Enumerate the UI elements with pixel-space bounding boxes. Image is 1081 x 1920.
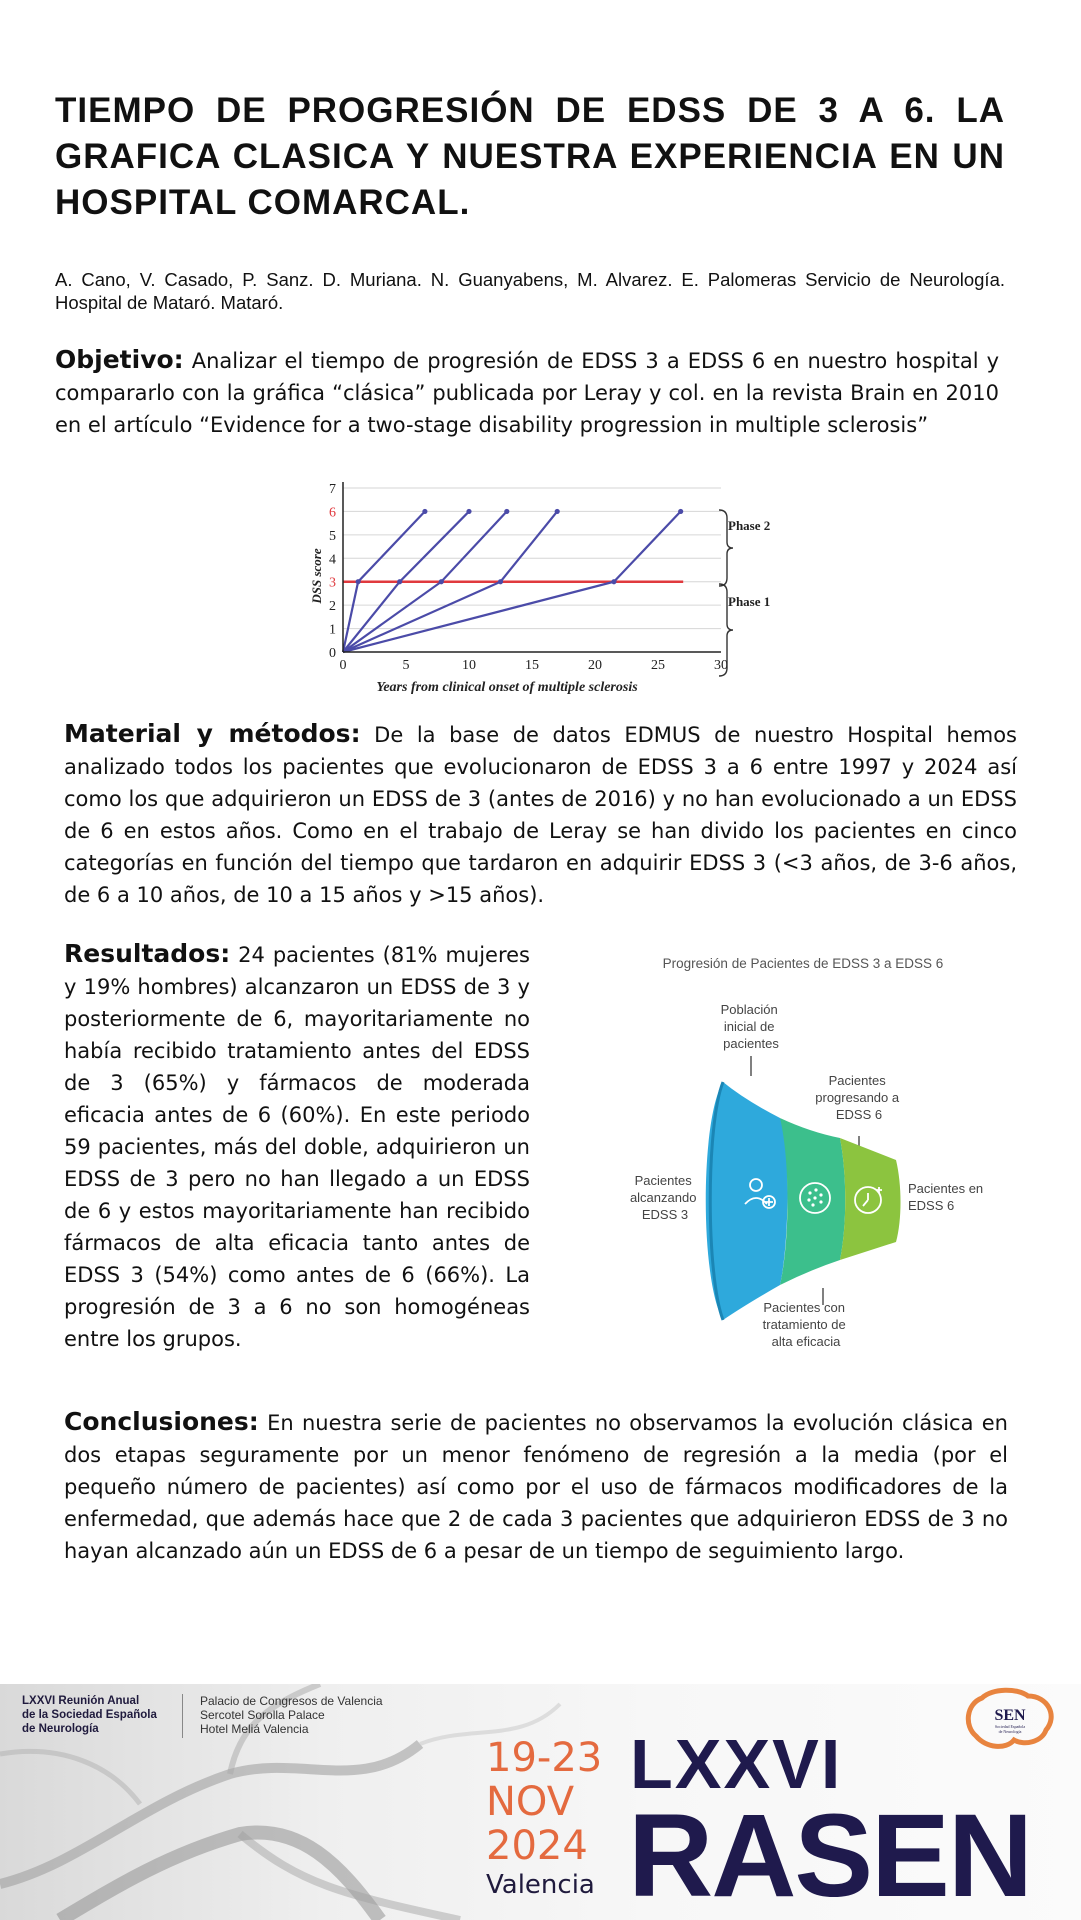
chart-point [555,509,560,514]
material-section: Material y métodos: De la base de datos EDMUS de nuestro Hospital hemos analizado todos los pacientes que evolucionaron de EDSS 3 a 6 entre 1997 y 2024 así como los que adquirieron un EDSS de 3 (antes de 2016) y no han evolucionado a un EDSS de 6 en estos años. Como en el trabajo de Leray se han divido los pacientes en cinco categorías en función del tiempo que tardaron en adquirir EDSS 3 (<3 años, de 3-6 años, de 6 a 10 años, de 10 a 15 años y >15 años). [64,719,1017,907]
chart-x-tick-label: 15 [525,658,539,673]
chart-y-tick-label: 0 [329,646,336,661]
congress-organizer: LXXVI Reunión Anual de la Sociedad Española de Neurología [22,1695,157,1735]
authors-line: A. Cano, V. Casado, P. Sanz. D. Muriana. N. Guanyabens, M. Alvarez. E. Palomeras Servicio de Neurología. Hospital de Mataró. Mataró. [55,269,1005,313]
congress-venues: Palacio de Congresos de Valencia Sercotel Sorolla Palace Hotel Meliá Valencia [200,1694,383,1736]
chart-point [397,579,402,584]
resultados-heading: Resultados [64,939,221,968]
phase2-label: Phase 2 [728,518,771,533]
congress-banner [0,1684,1081,1920]
chart-point [498,579,503,584]
congress-city: Valencia [486,1870,595,1900]
chart-point [504,509,509,514]
objetivo-heading: Objetivo [55,345,174,374]
objetivo-section: Objetivo: Analizar el tiempo de progresión de EDSS 3 a EDSS 6 en nuestro hospital y compararlo con la gráfica “clásica” publicada por Leray y col. en la revista Brain en 2010 en el artículo “Evidence for a two-stage disability progression in multiple sclerosis” [55,345,999,437]
conclusiones-section: Conclusiones: En nuestra serie de pacientes no observamos la evolución clásica en dos etapas seguramente por un menor fenómeno de regresión a la media (por el pequeño número de pacientes) así como por el uso de fármacos modificadores de la enfermedad, que además hace que 2 de cada 3 pacientes que adquirieron EDSS de 3 no hayan alcanzado aún un EDSS de 6 a pesar de un tiempo de seguimiento largo. [64,1407,1008,1563]
funnel-label-reaching: Pacientes alcanzando EDSS 3 [629,1173,697,1222]
chart-x-tick-label: 30 [714,658,728,673]
material-text: De la base de datos EDMUS de nuestro Hospital hemos analizado todos los pacientes que evolucionaron de EDSS 3 a 6 entre 1997 y 2024 así como los que adquirieron un EDSS de 3 (antes de 2016) y no han evolucionado a un EDSS de 6 en estos años. Como en el trabajo de Leray se han divido los pacientes en cinco categorías en función del tiempo que tardaron en adquirir EDSS 3 (<3 años, de 3-6 años, de 6 a 10 años, de 10 a 15 años y >15 años). [64,723,1017,907]
leray-chart [285,472,795,698]
chart-x-tick-label: 10 [462,658,476,673]
sen-logo [962,1686,1058,1756]
funnel-label-progressing: Pacientes progresando a EDSS 6 [815,1073,900,1122]
funnel-label-initial: Población inicial de pacientes [720,1002,779,1051]
svg-text:SEN: SEN [994,1707,1026,1724]
resultados-section: Resultados: 24 pacientes (81% mujeres y 19% hombres) alcanzaron un EDSS de 3 y posteriormente de 6, mayoritariamente no había recibido tratamiento antes del EDSS de 3 (65%) y fármacos de moderada eficacia antes de 6 (60%). En este periodo 59 pacientes, más del doble, adquirieron un EDSS de 3 pero no han llegado a un EDSS de 6 y estos mayoritariamente han recibido fármacos de alta eficacia tanto antes de EDSS 3 (54%) como antes de 6 (66%). La progresión de 3 a 6 no son homogéneas entre los grupos. [64,939,530,1351]
chart-point [466,509,471,514]
chart-y-tick-label: 7 [329,482,336,497]
chart-x-tick-label: 25 [651,658,665,673]
footer-divider [182,1694,183,1738]
funnel-title: Progresión de Pacientes de EDSS 3 a EDSS 6 [662,956,944,971]
svg-text:Sociedad Española: Sociedad Española [994,1724,1026,1729]
chart-x-tick-label: 20 [588,658,602,673]
poster-title: TIEMPO DE PROGRESIÓN DE EDSS DE 3 A 6. LA GRAFICA CLASICA Y NUESTRA EXPERIENCIA EN UN HOSPITAL COMARCAL. [55,91,1005,222]
chart-point [678,509,683,514]
funnel-label-in6: Pacientes en EDSS 6 [908,1181,984,1213]
funnel-segment-2 [780,1118,845,1285]
chart-x-tick-label: 5 [402,658,410,673]
conclusiones-heading: Conclusiones [64,1407,249,1436]
chart-y-tick-label: 1 [329,622,336,638]
resultados-text: 24 pacientes (81% mujeres y 19% hombres) alcanzaron un EDSS de 3 y posteriormente de 6, mayoritariamente no había recibido tratamiento antes del EDSS de 3 (65%) y fármacos de moderada eficacia antes de 6 (60%). En este periodo 59 pacientes, más del doble, adquirieron un EDSS de 3 pero no han llegado a un EDSS de 6 y estos mayoritariamente han recibido fármacos de alta eficacia tanto antes de EDSS 3 (54%) como antes de 6 (66%). La progresión de 3 a 6 no son homogéneas entre los grupos. [64,943,530,1351]
phase1-label: Phase 1 [728,594,771,609]
funnel-label-treatment: Pacientes con tratamiento de alta eficacia [762,1300,846,1349]
congress-dates: 19-23 NOV 2024 [486,1735,603,1869]
congress-brand: RASEN [628,1790,1032,1920]
chart-point [439,579,444,584]
chart-point [356,579,361,584]
funnel-segment-3 [840,1138,901,1260]
chart-y-tick-label: 4 [329,552,336,568]
chart-x-tick-label: 0 [339,658,347,673]
objetivo-text: Analizar el tiempo de progresión de EDSS 3 a EDSS 6 en nuestro hospital y compararlo con la gráfica “clásica” publicada por Leray y col. en la revista Brain en 2010 en el artículo “Evidence for a two-stage disability progression in multiple sclerosis” [55,349,999,437]
chart-y-tick-label: 3 [329,575,336,591]
svg-text:de Neurología: de Neurología [998,1729,1022,1734]
material-heading: Material y métodos [64,719,351,748]
chart-y-tick-label: 6 [329,505,336,521]
chart-y-axis-label: DSS score [309,548,324,604]
congress-edition: LXXVI [630,1725,843,1803]
chart-point [422,509,427,514]
chart-y-tick-label: 2 [329,599,336,615]
conclusiones-text: En nuestra serie de pacientes no observamos la evolución clásica en dos etapas seguramente por un menor fenómeno de regresión a la media (por el pequeño número de pacientes) así como por el uso de fármacos modificadores de la enfermedad, que además hace que 2 de cada 3 pacientes que adquirieron EDSS de 3 no hayan alcanzado aún un EDSS de 6 a pesar de un tiempo de seguimiento largo. [64,1411,1008,1563]
chart-x-axis-label: Years from clinical onset of multiple sclerosis [376,680,638,695]
chart-point [611,579,616,584]
funnel-diagram [610,950,1020,1362]
chart-y-tick-label: 5 [329,528,336,544]
